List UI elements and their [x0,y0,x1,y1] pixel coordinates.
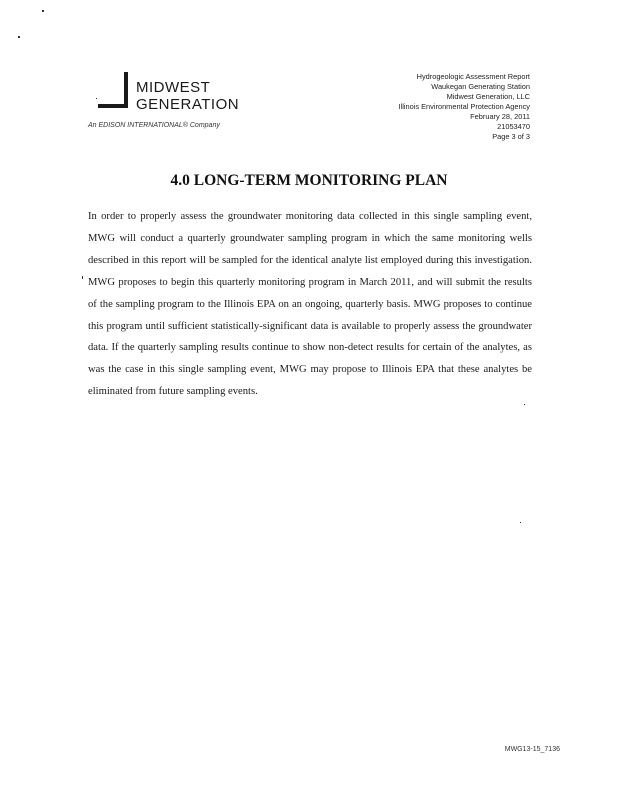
header-agency: Illinois Environmental Protection Agency [398,102,530,111]
header-company: Midwest Generation, LLC [446,92,530,101]
header-page-number: Page 3 of 3 [492,132,530,141]
logo-wordmark-line1: MIDWEST [136,79,211,96]
logo-tagline: An EDISON INTERNATIONAL® Company [88,122,220,129]
company-logo [88,72,258,138]
header-date: February 28, 2011 [470,112,530,121]
scan-speck [520,522,521,523]
header-station: Waukegan Generating Station [431,82,530,91]
scan-speck [18,36,20,38]
body-paragraph: In order to properly assess the groundwater monitoring data collected in this single sampling event, MWG will conduct a quarterly groundwater sampling program in which the same monitoring wells described in this report will be sampled for the identical analyte list employed during this investigation. MWG proposes to begin this quarterly monitoring program in March 2011, and will submit the results of the sampling program to the Illinois EPA on an ongoing, quarterly basis. MWG proposes to continue this program until sufficient statistically-significant data is available to properly assess the groundwater data. If the quarterly sampling results continue to show non-detect results for certain of the analytes, as was the case in this single sampling event, MWG may propose to Illinois EPA that these analytes be eliminated from future sampling events. [88,211,532,398]
scan-speck [524,404,525,405]
logo-mark-icon [98,72,128,112]
document-id: MWG13-15_7136 [504,746,560,753]
header-report-title: Hydrogeologic Assessment Report [416,72,530,81]
section-title: 4.0 LONG-TERM MONITORING PLAN [170,172,448,189]
report-header [399,72,530,142]
logo-wordmark-line2: GENERATION [136,96,240,113]
scan-speck [82,276,83,279]
scan-speck [42,10,44,12]
header-project-number: 21053470 [497,122,530,131]
